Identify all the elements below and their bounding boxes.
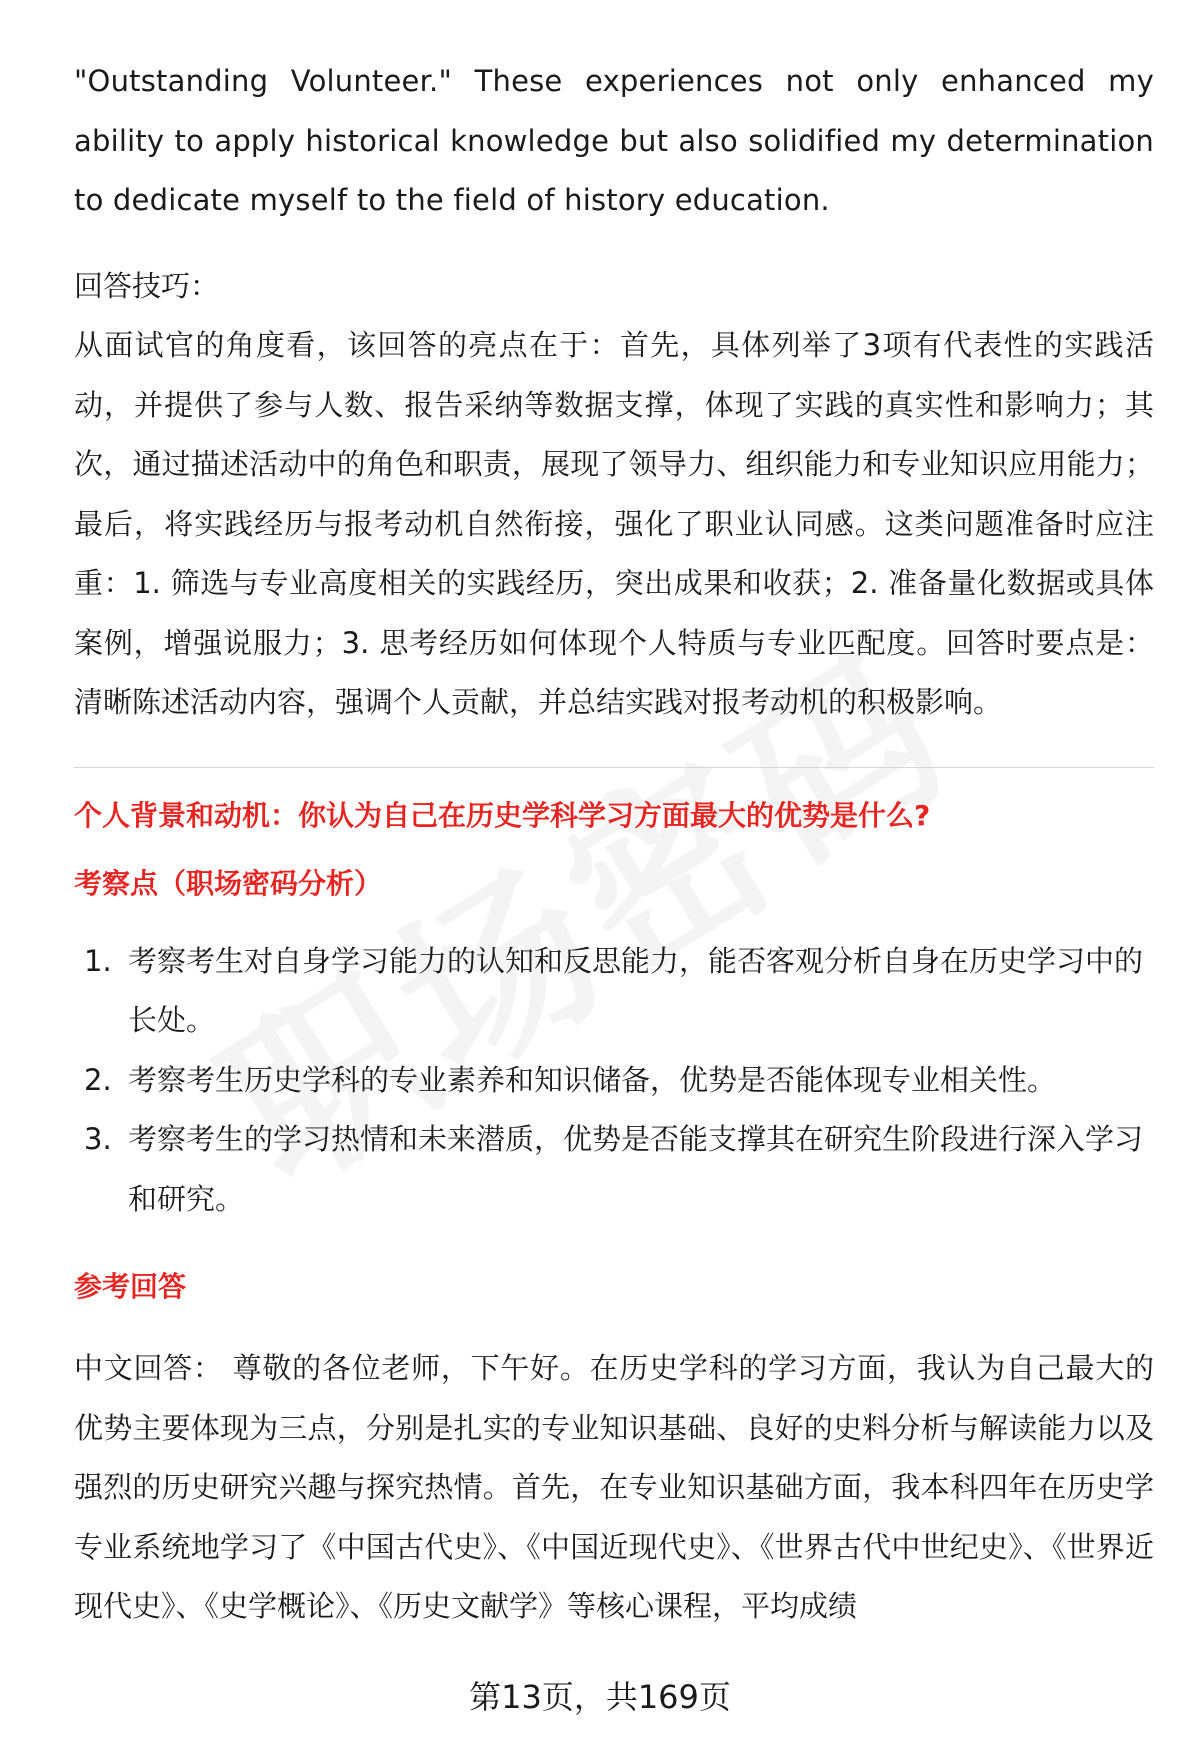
assessment-heading: 考察点（职场密码分析） — [74, 866, 383, 900]
list-item-number: 2. — [84, 1062, 112, 1097]
section-divider — [74, 767, 1154, 768]
assessment-list — [74, 932, 1154, 1230]
reference-answer: 中文回答： 尊敬的各位老师，下午好。在历史学科的学习方面，我认为自己最大的优势主要体现为三点，分别是扎实的专业知识基础、良好的史料分析与解读能力以及强烈的历史研究兴趣与探究热情。首先，在专业知识基础方面，我本科四年在历史学专业系统地学习了《中国古代史》、《中国近现代史》、《世界古代中世纪史》、《世界近现代史》、《史学概论》、《历史文献学》等核心课程，平均成绩 — [74, 1351, 1154, 1623]
list-item-text: 考察考生历史学科的专业素养和知识储备，优势是否能体现专业相关性。 — [128, 1062, 1057, 1097]
list-item — [74, 932, 1154, 1051]
list-item — [74, 1110, 1154, 1229]
intro-english-paragraph: "Outstanding Volunteer." These experiences not only enhanced my ability to apply historical knowledge but also solidified my determination to dedicate myself to the field of history education. — [74, 64, 1154, 217]
tips-label: 回答技巧： — [74, 268, 220, 303]
question-heading: 个人背景和动机：你认为自己在历史学科学习方面最大的优势是什么? — [74, 798, 931, 832]
page-number: 第13页，共169页 — [469, 1678, 731, 1716]
reference-heading: 参考回答 — [74, 1270, 187, 1303]
tips-body: 从面试官的角度看，该回答的亮点在于：首先，具体列举了3项有代表性的实践活动，并提供了参与人数、报告采纳等数据支撑，体现了实践的真实性和影响力；其次，通过描述活动中的角色和职责，展现了领导力、组织能力和专业知识应用能力；最后，将实践经历与报考动机自然衔接，强化了职业认同感。这类问题准备时应注重：1. 筛选与专业高度相关的实践经历，突出成果和收获；2. 准备量化数据或具体案例，增强说服力；3. 思考经历如何体现个人特质与专业匹配度。回答时要点是：清晰陈述活动内容，强调个人贡献，并总结实践对报考动机的积极影响。 — [74, 328, 1154, 719]
list-item-text: 考察考生的学习热情和未来潜质，优势是否能支撑其在研究生阶段进行深入学习和研究。 — [128, 1122, 1144, 1216]
list-item — [74, 1051, 1154, 1111]
list-item-number: 1. — [84, 943, 112, 978]
list-item-number: 3. — [84, 1122, 112, 1156]
document-page — [74, 52, 1154, 1637]
list-item-text: 考察考生对自身学习能力的认知和反思能力，能否客观分析自身在历史学习中的长处。 — [128, 943, 1144, 1037]
